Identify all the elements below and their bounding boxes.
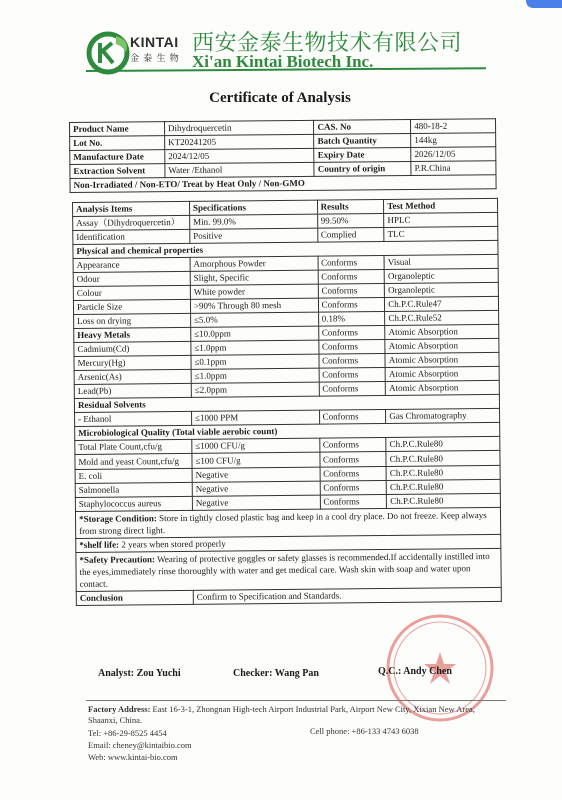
safety-row	[76, 548, 501, 591]
heavy-metals-method: Atomic Absorption	[385, 324, 499, 339]
cell-item: Appearance	[73, 257, 190, 272]
product-info-table	[69, 118, 497, 193]
cell-method: Atomic Absorption	[385, 338, 499, 353]
cell-item: Loss on drying	[74, 313, 191, 328]
cell-spec: Amorphous Powder	[190, 256, 318, 271]
cell-method: TLC	[384, 226, 498, 241]
cell-method: HPLC	[384, 212, 498, 227]
cell-spec: ≤1.0ppm	[191, 368, 319, 383]
footer-divider	[86, 700, 506, 701]
lot-value: KT20241205	[165, 134, 315, 149]
residual-section-title: Residual Solvents	[74, 394, 499, 412]
product-name-value: Dihydroquercetin	[164, 120, 314, 135]
col-header-results: Results	[317, 200, 384, 215]
mfg-label: Manufacture Date	[70, 150, 165, 165]
cell-spec: Slight, Specific	[190, 270, 318, 285]
cell-result: Conforms	[320, 466, 387, 481]
cell-spec: Negative	[192, 481, 320, 496]
footer-email: Email: cheney@kintaibio.com	[88, 740, 192, 750]
cell-result: Conforms	[319, 367, 386, 382]
cell-spec: >90% Through 80 mesh	[190, 298, 318, 313]
brand-block	[130, 34, 182, 64]
cell-item: Lead(Pb)	[74, 383, 191, 398]
expiry-label: Expiry Date	[314, 148, 411, 163]
cell-method: Ch.P.C.Rule47	[385, 296, 499, 311]
cell-spec: ≤1.0ppm	[191, 340, 319, 355]
conclusion-label: Conclusion	[76, 590, 193, 605]
shelf-label: *shelf life:	[79, 539, 120, 550]
cell-spec: Min. 99.0%	[190, 214, 318, 229]
physical-rows	[73, 254, 499, 328]
col-header-method: Test Method	[384, 198, 498, 213]
storage-label: *Storage Condition:	[78, 513, 157, 524]
cas-label: CAS. No	[314, 120, 411, 135]
assay-rows	[73, 212, 498, 244]
info-note-row	[70, 175, 496, 193]
cell-spec: ≤100 CFU/g	[192, 452, 320, 468]
physical-section-title: Physical and chemical properties	[73, 240, 498, 258]
cell-item: E. coli	[75, 468, 192, 483]
cell-item: - Ethanol	[75, 411, 192, 426]
heavy-metals-spec: ≤10.0ppm	[191, 326, 319, 341]
cell-result: 0.18%	[318, 312, 385, 327]
batch-qty-value: 144kg	[411, 133, 496, 148]
cell-method: Ch.P.C.Rule80	[386, 436, 500, 451]
cell-method: Organoleptic	[385, 282, 499, 297]
brand-en: KINTAI	[130, 34, 179, 50]
company-name-cn: 西安金泰生物技术有限公司	[192, 31, 463, 56]
micro-rows	[75, 436, 501, 511]
product-name-label: Product Name	[70, 122, 165, 137]
cell-item: Colour	[73, 285, 190, 300]
expiry-value: 2026/12/05	[411, 147, 496, 162]
col-header-spec: Specifications	[189, 200, 317, 215]
cell-item: Mold and yeast Count,cfu/g	[75, 453, 192, 469]
cell-spec: Negative	[192, 467, 320, 482]
screen-corner-badge	[526, 0, 562, 8]
brand-cn: 金 泰 生 物	[130, 53, 180, 63]
cell-method: Ch.P.C.Rule52	[385, 310, 499, 325]
mfg-value: 2024/12/05	[165, 148, 315, 163]
cell-result: Conforms	[318, 298, 385, 313]
cell-result: Conforms	[319, 354, 386, 369]
cell-method: Organoleptic	[384, 268, 498, 283]
cell-result: Conforms	[319, 451, 386, 467]
document-title-text: Certificate of Analysis	[209, 90, 351, 106]
cell-method: Ch.P.C.Rule80	[387, 493, 501, 508]
batch-qty-label: Batch Quantity	[314, 134, 411, 149]
processing-note: Non-Irradiated / Non-ETO/ Treat by Heat Only / Non-GMO	[70, 175, 496, 193]
storage-condition	[75, 507, 500, 538]
storage-row	[75, 507, 500, 538]
safety-precaution	[76, 548, 501, 591]
solvent-label: Extraction Solvent	[70, 164, 165, 179]
col-header-items: Analysis Items	[73, 201, 190, 216]
cell-item: Particle Size	[73, 299, 190, 314]
cell-spec: White powder	[190, 284, 318, 299]
cell-spec: ≤1000 CFU/g	[192, 438, 320, 453]
cell-result: Conforms	[318, 270, 385, 285]
factory-address	[88, 704, 498, 726]
cell-result: Conforms	[319, 409, 386, 424]
cell-item: Staphylococcus aureus	[75, 496, 192, 511]
cell-method: Atomic Absorption	[385, 366, 499, 381]
cell-spec: ≤5.0%	[190, 312, 318, 327]
document-title	[0, 90, 562, 107]
heavy-metals-title: Heavy Metals	[74, 327, 191, 342]
cell-method: Gas Chromatography	[386, 408, 500, 423]
cell-method: Ch.P.C.Rule80	[386, 450, 500, 466]
cell-result: 99.50%	[317, 214, 384, 229]
cell-result: Conforms	[319, 381, 386, 396]
safety-text: Wearing of protective goggles or safety glasses is recommended.If accidentally instilled into the eyes,immediately rinse thoroughly with water and get medical care. Wash skin with soap and water upon contact.	[79, 551, 490, 589]
cell-spec: ≤1000 PPM	[191, 410, 319, 425]
cell-method: Ch.P.C.Rule80	[386, 465, 500, 480]
safety-label: *Safety Precaution:	[79, 554, 156, 565]
cell-item: Salmonella	[75, 482, 192, 497]
address-label: Factory Address:	[88, 704, 151, 714]
address-text: East 16-3-1, Zhongnan High-tech Airport Industrial Park, Airport New City, Xixian New Area, Shaanxi, China.	[88, 704, 475, 725]
cell-method: Visual	[384, 254, 498, 269]
micro-section-title: Microbiological Quality (Total viable aerobic count)	[75, 422, 500, 440]
analyst-signature: Analyst: Zou Yuchi	[98, 668, 181, 679]
origin-value: P.R.China	[411, 161, 496, 176]
cell-result: Conforms	[318, 340, 385, 355]
qc-signature: Q.C.: Andy Chen	[378, 666, 452, 677]
checker-signature: Checker: Wang Pan	[233, 668, 319, 679]
cell-method: Atomic Absorption	[386, 380, 500, 395]
cell-item: Assay（Dihydroquercetin）	[73, 215, 190, 230]
cell-item: Odour	[73, 271, 190, 286]
origin-label: Country of origin	[314, 162, 411, 177]
cell-method: Atomic Absorption	[385, 352, 499, 367]
solvent-value: Water /Ethanol	[165, 162, 315, 177]
cell-result: Complied	[317, 228, 384, 243]
footer-tel: Tel: +86-29-8525 4454	[88, 728, 167, 738]
conclusion-text: Confirm to Specification and Standards.	[193, 587, 501, 604]
cell-spec: ≤2.0ppm	[191, 382, 319, 397]
cell-result: Conforms	[318, 256, 385, 271]
storage-text: Store in tightly closed plastic bag and keep in a cool dry place. Do not freeze. Keep always from strong direct light.	[79, 510, 487, 536]
cell-item: Arsenic(As)	[74, 369, 191, 384]
cell-spec: ≤0.1ppm	[191, 354, 319, 369]
cell-result: Conforms	[320, 480, 387, 495]
cell-spec: Negative	[192, 495, 320, 510]
footer-cell: Cell phone: +86-133 4743 6038	[310, 726, 419, 736]
lot-label: Lot No.	[70, 136, 165, 151]
cell-item: Mercury(Hg)	[74, 355, 191, 370]
company-name-en: Xi'an Kintai Biotech Inc.	[192, 52, 374, 71]
cell-item: Cadmium(Cd)	[74, 341, 191, 356]
heavy-metals-result: Conforms	[318, 326, 385, 341]
cell-result: Conforms	[318, 284, 385, 299]
cell-item: Identification	[73, 229, 190, 244]
footer-web: Web: www.kintai-bio.com	[88, 752, 178, 762]
analysis-table	[72, 198, 502, 606]
conclusion-row	[76, 587, 501, 605]
cell-spec: Positive	[190, 228, 318, 243]
cell-result: Conforms	[320, 494, 387, 509]
shelf-text: 2 years when stored properly	[121, 538, 226, 550]
heavy-metal-rows	[74, 338, 500, 398]
cell-method: Ch.P.C.Rule80	[386, 479, 500, 494]
cell-result: Conforms	[319, 437, 386, 452]
cell-item: Total Plate Count,cfu/g	[75, 439, 192, 454]
cas-value: 480-18-2	[411, 119, 496, 134]
